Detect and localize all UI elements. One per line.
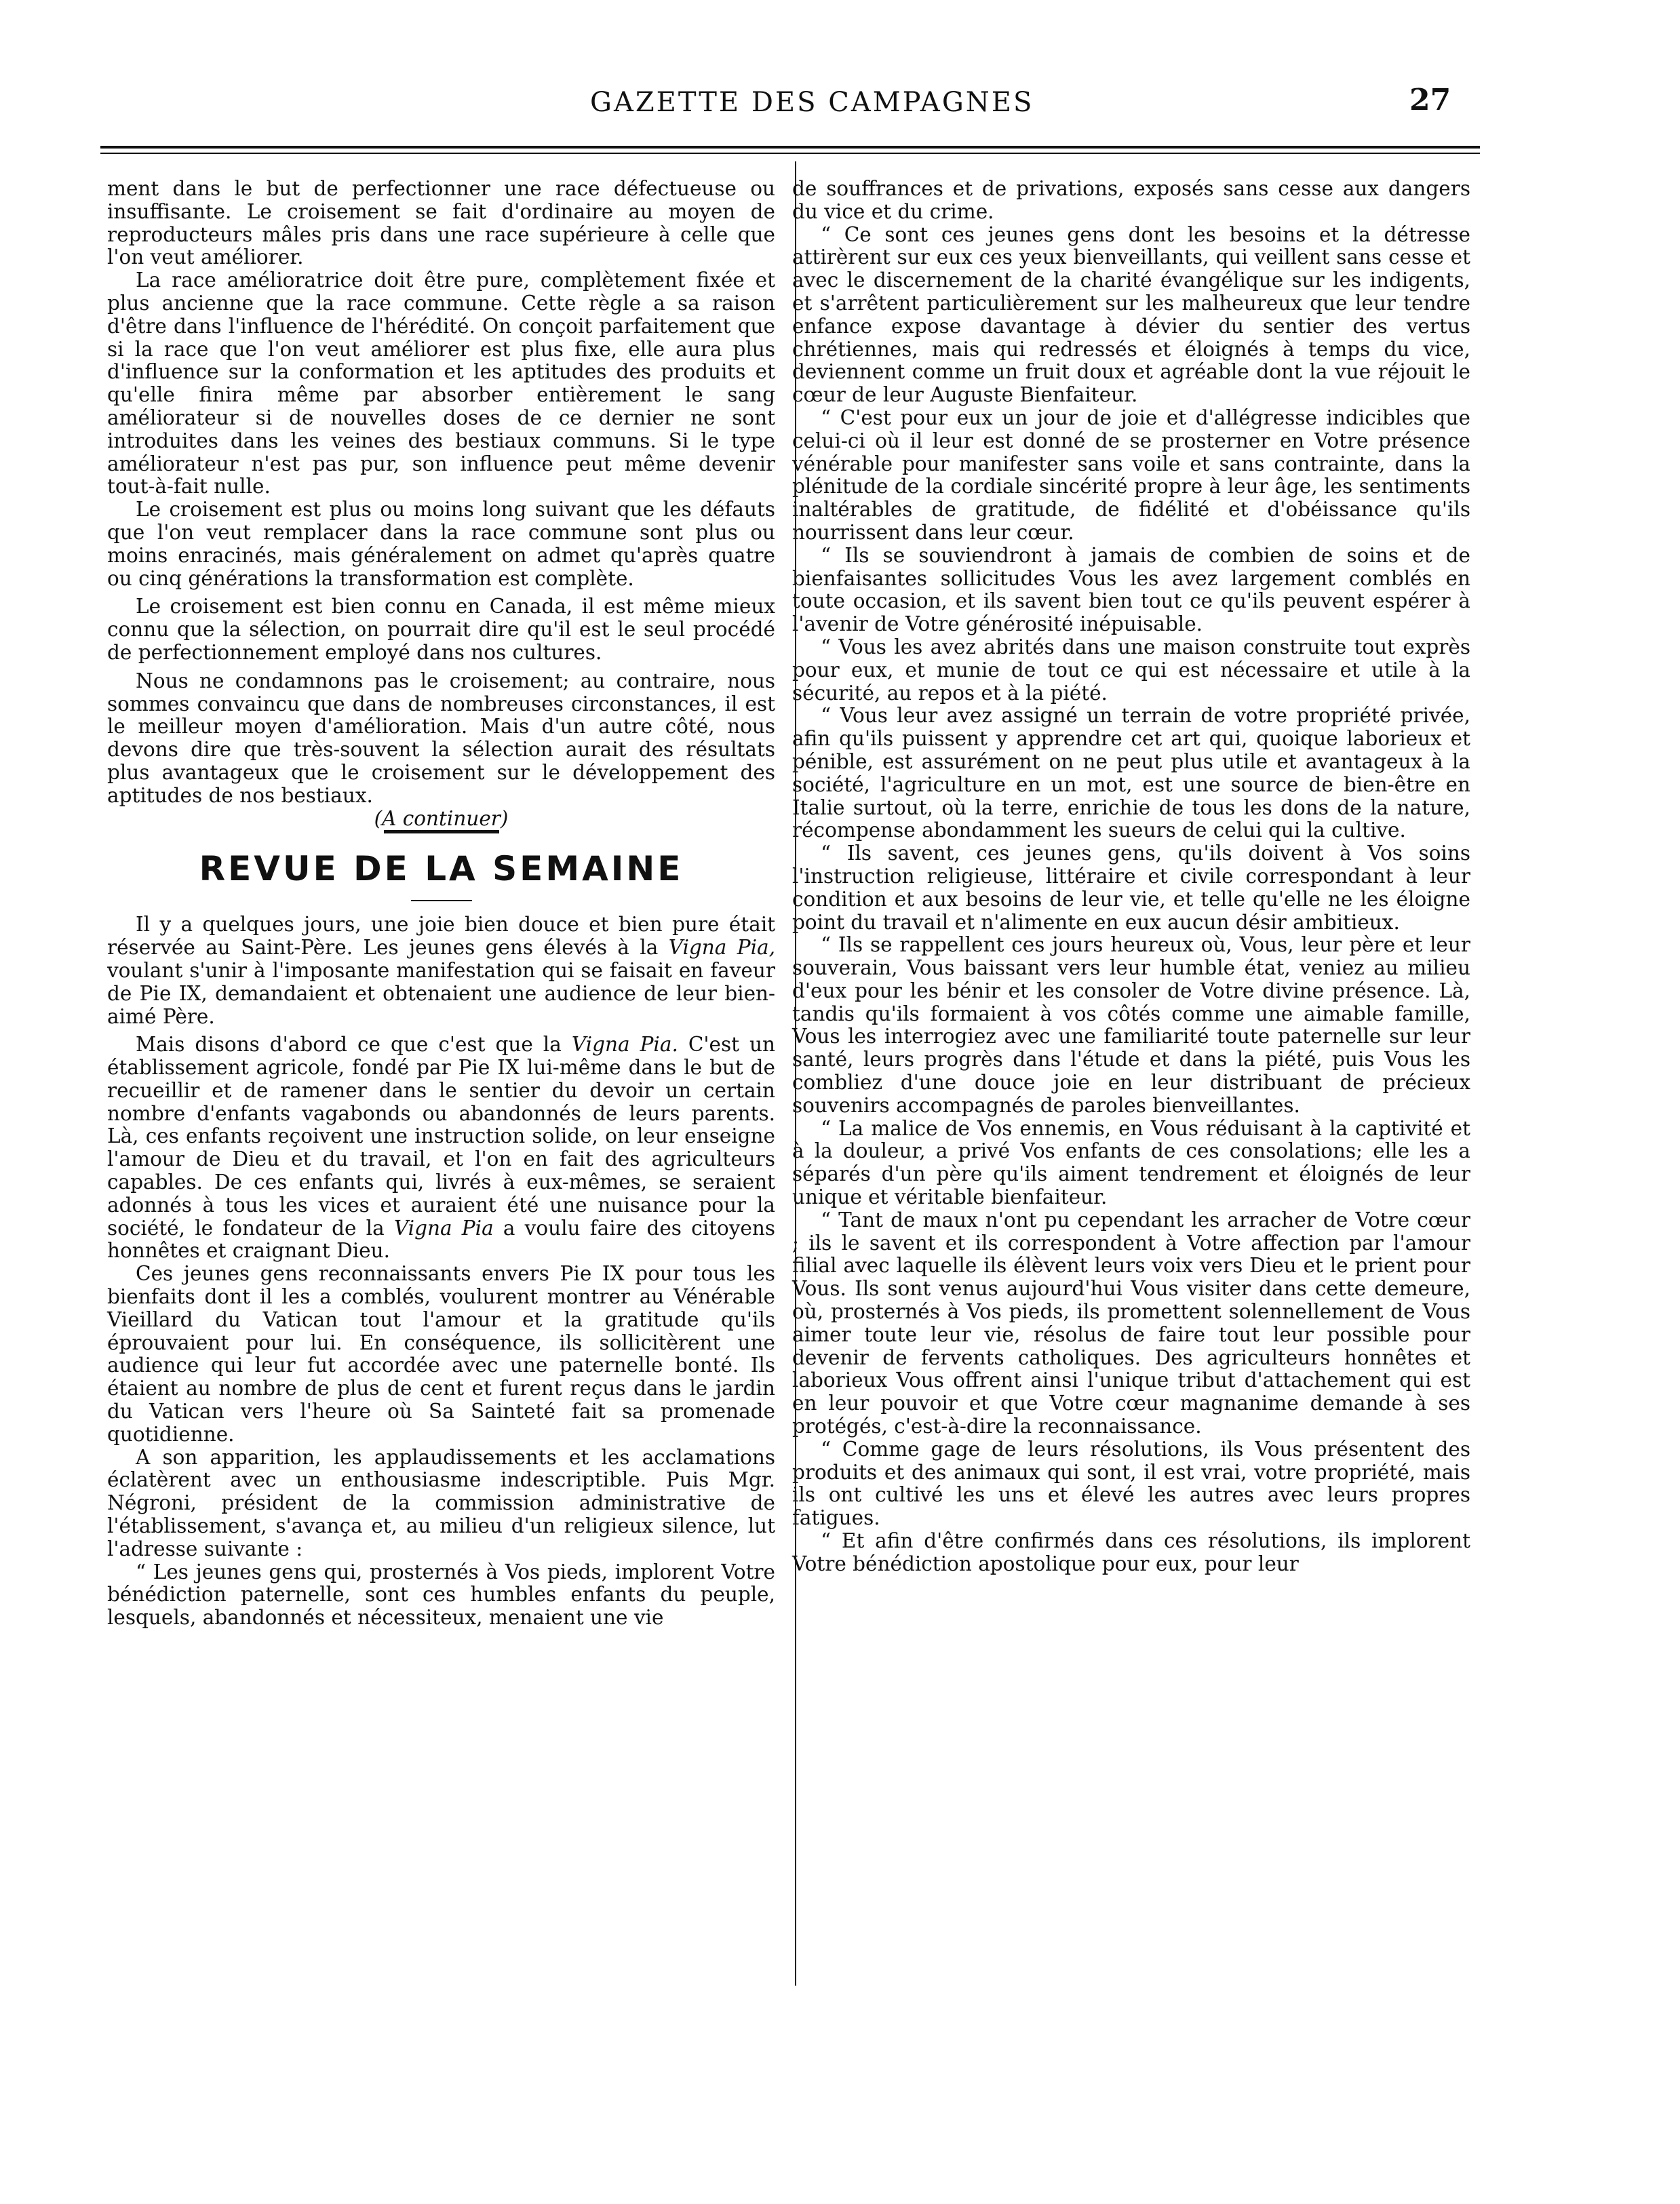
right-column — [792, 178, 1470, 1576]
address-quote-paragraph: “ Tant de maux n'ont pu cependant les arracher de Votre cœur ; ils le savent et ils correspondent à Votre affection par l'amour filial avec laquelle ils élèvent leurs voix vers Dieu et le prient pour Vous. Ils sont venus aujourd'hui Vous visiter dans cette demeure, où, prosternés à Vos pieds, ils promettent solennellement de Vous aimer toute leur vie, résolus de faire tout leur possible pour devenir de fervents catholiques. Des agriculteurs honnêtes et laborieux Vous offrent ainsi l'unique tribut d'attachement qui est en leur pouvoir et que Votre cœur magnanime demande à ses protégés, c'est-à-dire la reconnaissance. — [792, 1208, 1470, 1438]
running-header-title: GAZETTE DES CAMPAGNES — [590, 87, 1034, 118]
revue-paragraph: A son apparition, les applaudissements et les acclamations éclatèrent avec un enthousiasme indescriptible. Puis Mgr. Négroni, président de la commission administrative de l'établissement, s'avança et, au milieu d'un religieux silence, lut l'adresse suivante : — [107, 1445, 775, 1560]
address-quote-paragraph: “ Ils se souviendront à jamais de combien de soins et de bienfaisantes sollicitudes Vous les avez largement comblés en toute occasion, et ils savent bien tout ce qu'ils peuvent espérer à l'avenir de Votre générosité inépuisable. — [792, 543, 1470, 636]
article-paragraph: Le croisement est bien connu en Canada, il est même mieux connu que la sélection, on pourrait dire qu'il est le seul procédé de perfectionnement employé dans nos cultures. — [107, 595, 775, 664]
article-paragraph: Nous ne condamnons pas le croisement; au contraire, nous sommes convaincu que dans de nombreuses circonstances, il est le meilleur moyen d'amélioration. Mais d'un autre côté, nous devons dire que très-souvent la sélection aurait des résultats plus avantageux que le croisement sur le développement des aptitudes de nos bestiaux. — [107, 669, 775, 807]
address-quote-paragraph: “ Et afin d'être confirmés dans ces résolutions, ils implorent Votre bénédiction apostolique pour eux, pour leur — [792, 1529, 1470, 1575]
address-quote-paragraph: “ Vous les avez abrités dans une maison construite tout exprès pour eux, et munie de tout ce qui est nécessaire et utile à la sécurité, au repos et à la piété. — [792, 635, 1470, 705]
left-column — [107, 178, 775, 1630]
address-quote-paragraph: “ Ils savent, ces jeunes gens, qu'ils doivent à Vos soins l'instruction religieuse, littéraire et civile correspondant à leur condition et aux besoins de leur vie, et telle qu'elle ne les éloigne point du travail et n'alimente en eux aucun désir ambitieux. — [792, 842, 1470, 934]
continued-note: (A continuer) — [374, 806, 509, 830]
address-quote-paragraph: “ La malice de Vos ennemis, en Vous réduisant à la captivité et à la douleur, a privé Vos enfants de ces consolations; elle les a séparés d'un père qu'ils aiment tendrement et éloignés de leur unique et véritable bienfaiteur. — [792, 1116, 1470, 1209]
address-quote-paragraph: de souffrances et de privations, exposés sans cesse aux dangers du vice et du crime. — [792, 177, 1470, 223]
article-paragraph: La race amélioratrice doit être pure, complètement fixée et plus ancienne que la race commune. Cette règle a sa raison d'être dans l'influence de l'hérédité. On conçoit parfaitement que si la race que l'on veut améliorer est plus fixe, elle aura plus d'influence sur la conformation et les aptitudes des produits et qu'elle finira même par absorber entièrement le sang améliorateur si de nouvelles doses de ce dernier ne sont introduites dans les veines des bestiaux communs. Si le type améliorateur n'est pas pur, son influence peut même devenir tout-à-fait nulle. — [107, 269, 775, 498]
header-rule — [100, 146, 1480, 149]
section-rule — [384, 830, 499, 833]
article-paragraph: ment dans le but de perfectionner une race défectueuse ou insuffisante. Le croisement se fait d'ordinaire au moyen de reproducteurs mâles pris dans une race supérieure à celle que l'on veut améliorer. — [107, 177, 775, 269]
revue-paragraph: Il y a quelques jours, une joie bien douce et bien pure était réservée au Saint-Père. Les jeunes gens élevés à la Vigna Pia, voulant s'unir à l'imposante manifestation qui se faisait en faveur de Pie IX, demandaient et obtenaient une audience de leur bien-aimé Père. — [107, 913, 775, 1028]
address-quote-paragraph: “ Comme gage de leurs résolutions, ils Vous présentent des produits et des animaux qui sont, il est vrai, votre propriété, mais ils ont cultivé les uns et élevé les autres avec leurs propres fatigues. — [792, 1437, 1470, 1530]
header-rule-thin — [100, 153, 1480, 154]
address-quote-paragraph: “ C'est pour eux un jour de joie et d'allégresse indicibles que celui-ci où il leur est donné de se prosterner en Votre présence vénérable pour manifester sans voile et sans contrainte, dans la plénitude de la cordiale sincérité propre à leur âge, les sentiments inaltérables de gratitude, de fidélité et d'obéissance qu'ils nourrissent dans leur cœur. — [792, 406, 1470, 544]
section-title: REVUE DE LA SEMAINE — [199, 849, 684, 889]
section-rule-small — [411, 900, 472, 901]
address-quote-paragraph: “ Les jeunes gens qui, prosternés à Vos pieds, implorent Votre bénédiction paternelle, sont ces humbles enfants du peuple, lesquels, abandonnés et nécessiteux, menaient une vie — [107, 1560, 775, 1630]
address-quote-paragraph: “ Ce sont ces jeunes gens dont les besoins et la détresse attirèrent sur eux ces yeux bienveillants, qui veillent sans cesse et avec le discernement de la charité évangélique sur les indigents, et s'arrêtent particulièrement sur les malheureux que leur tendre enfance expose davantage à dévier du sentier des vertus chrétiennes, mais qui redressés et éloignés à temps du vice, deviennent comme un fruit doux et agréable dont la vue réjouit le cœur de leur Auguste Bienfaiteur. — [792, 222, 1470, 407]
article-paragraph: Le croisement est plus ou moins long suivant que les défauts que l'on veut remplacer dans la race commune sont plus ou moins enracinés, mais généralement on admet qu'après quatre ou cinq générations la transformation est complète. — [107, 498, 775, 590]
address-quote-paragraph: “ Ils se rappellent ces jours heureux où, Vous, leur père et leur souverain, Vous baissant vers leur humble état, veniez au milieu d'eux pour les bénir et les consoler de Votre divine présence. Là, tandis qu'ils formaient à vos côtés comme une aimable famille, Vous les interrogiez avec une familiarité toute paternelle sur leur santé, leurs progrès dans l'étude et dans la piété, puis Vous les combliez d'une douce joie en leur distribuant de précieux souvenirs accompagnés de paroles bienveillantes. — [792, 933, 1470, 1117]
revue-paragraph: Mais disons d'abord ce que c'est que la Vigna Pia. C'est un établissement agricole, fondé par Pie IX lui-même dans le but de recueillir et de ramener dans le sentier du devoir un certain nombre d'enfants vagabonds ou abandonnés de leurs parents. Là, ces enfants reçoivent une instruction solide, on leur enseigne l'amour de Dieu et du travail, et l'on en fait des agriculteurs capables. De ces enfants qui, livrés à eux-mêmes, se seraient adonnés à tous les vices et auraient été une nuisance pour la société, le fondateur de la Vigna Pia a voulu faire des citoyens honnêtes et craignant Dieu. — [107, 1033, 775, 1263]
page-number: 27 — [1409, 83, 1451, 117]
revue-paragraph: Ces jeunes gens reconnaissants envers Pie IX pour tous les bienfaits dont il les a comblés, voulurent montrer au Vénérable Vieillard du Vatican tout l'amour et la gratitude qu'ils éprouvaient pour lui. En conséquence, ils sollicitèrent une audience qui leur fut accordée avec une paternelle bonté. Ils étaient au nombre de plus de cent et furent reçus dans le jardin du Vatican vers l'heure où Sa Sainteté fait sa promenade quotidienne. — [107, 1262, 775, 1446]
address-quote-paragraph: “ Vous leur avez assigné un terrain de votre propriété privée, afin qu'ils puissent y apprendre cet art qui, quoique laborieux et pénible, est assurément on ne peut plus utile et avantageux à la société, l'agriculture en un mot, est une source de bien-être en Italie surtout, où la terre, enrichie de tous les dons de la nature, récompense abondamment les sueurs de celui qui la cultive. — [792, 704, 1470, 842]
